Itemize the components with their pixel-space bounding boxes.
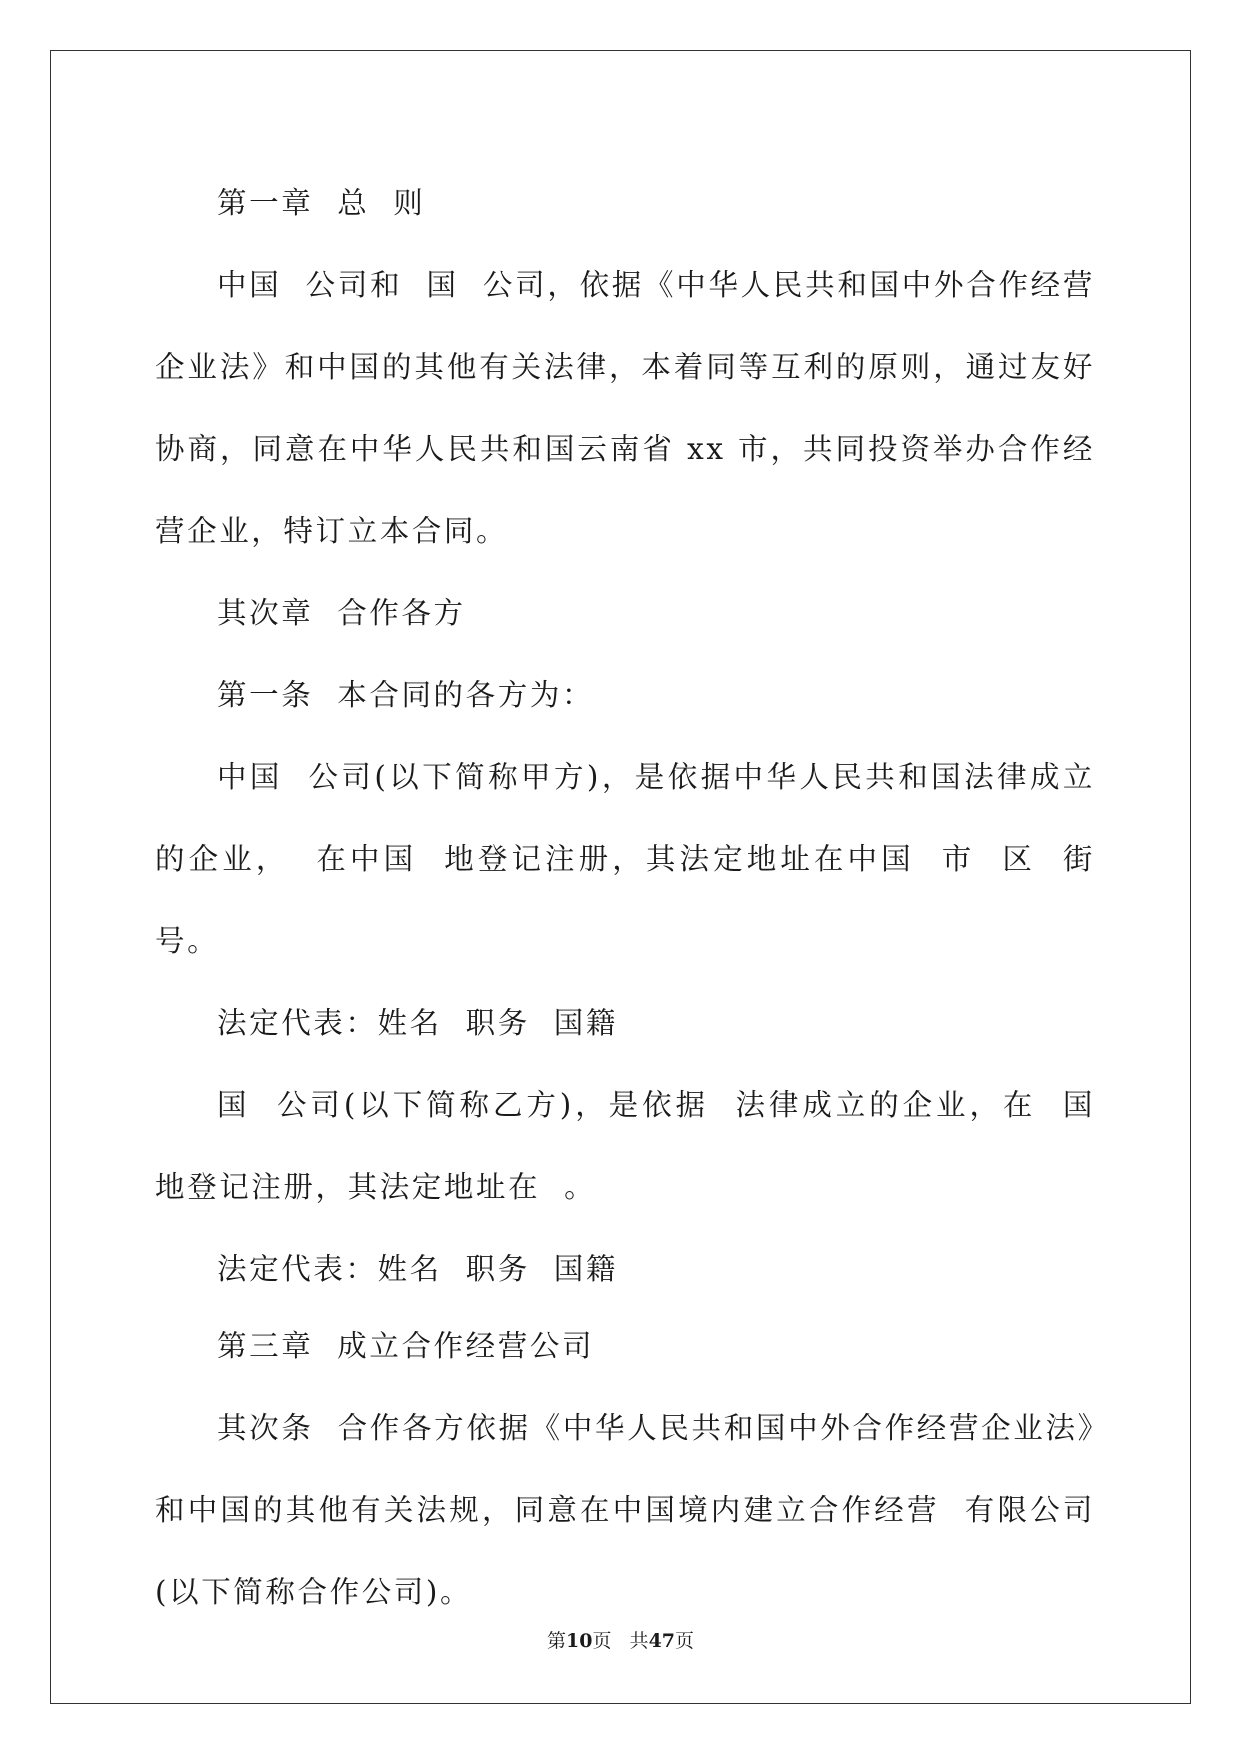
document-body	[155, 162, 1119, 1633]
chapter-1-heading: 第一章 总 则	[217, 186, 426, 220]
chapter-2-heading: 其次章 合作各方	[217, 596, 466, 630]
chapter-3-heading: 第三章 成立合作经营公司	[217, 1329, 595, 1363]
article-1-paragraph: 第一条 本合同的各方为：	[217, 678, 595, 712]
page-current-number: 10	[565, 1630, 593, 1652]
party-a-paragraph: 中国 公司(以下简称甲方)，是依据中华人民共和国法律成立的企业， 在中国 地登记注册，其法定地址在中国 市 区 街 号。	[155, 760, 1119, 958]
page-suffix: 页	[675, 1630, 695, 1652]
party-b-representative: 法定代表：姓名 职务 国籍	[217, 1252, 619, 1286]
party-a-representative: 法定代表：姓名 职务 国籍	[217, 1006, 619, 1040]
party-b-paragraph: 国 公司(以下简称乙方)，是依据 法律成立的企业，在 国 地登记注册，其法定地址在 。	[155, 1088, 1119, 1204]
page-footer	[0, 1626, 1241, 1653]
preamble-paragraph: 中国 公司和 国 公司，依据《中华人民共和国中外合作经营企业法》和中国的其他有关法律，本着同等互利的原则，通过友好协商，同意在中华人民共和国云南省 xx 市，共同投资举办合作经营企业，特订立本合同。	[155, 268, 1095, 548]
page-total-number: 47	[648, 1630, 676, 1652]
page-middle: 页 共	[592, 1630, 649, 1652]
page-prefix: 第	[546, 1630, 566, 1652]
article-2-paragraph: 其次条 合作各方依据《中华人民共和国中外合作经营企业法》和中国的其他有关法规，同意在中国境内建立合作经营 有限公司(以下简称合作公司)。	[155, 1411, 1095, 1609]
